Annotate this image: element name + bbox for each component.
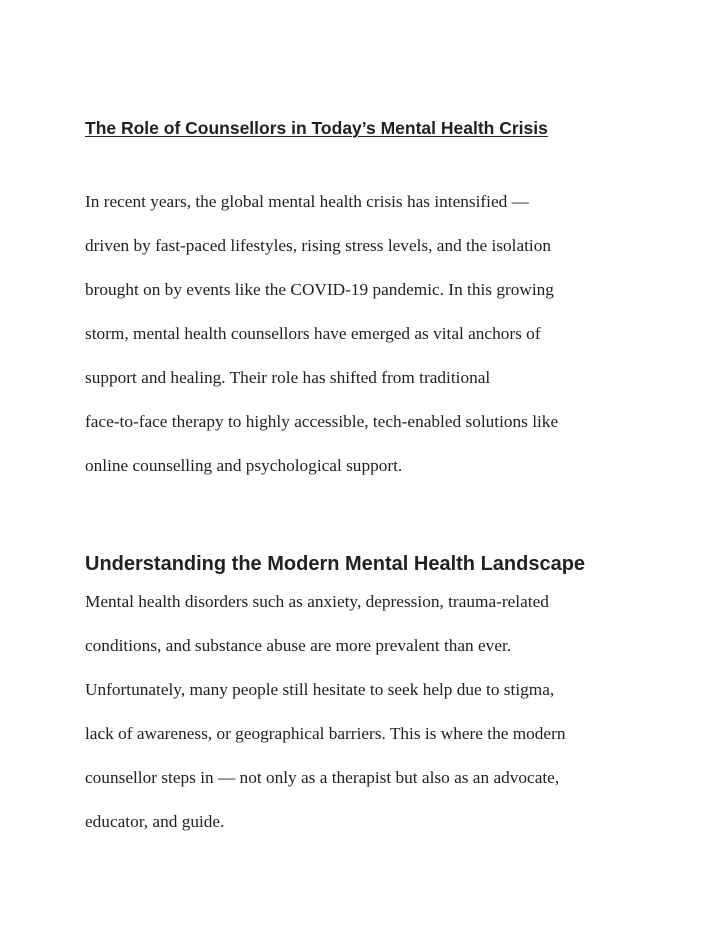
landscape-paragraph — [85, 590, 645, 854]
section-heading: Understanding the Modern Mental Health Landscape — [85, 553, 586, 575]
document-title: The Role of Counsellors in Today’s Mental Health Crisis — [85, 118, 548, 138]
intro-line: face-to-face therapy to highly accessible, tech-enabled solutions like — [85, 412, 559, 431]
intro-line: brought on by events like the COVID-19 pandemic. In this growing — [85, 280, 554, 299]
landscape-line: lack of awareness, or geographical barriers. This is where the modern — [85, 724, 566, 743]
intro-line: storm, mental health counsellors have emerged as vital anchors of — [85, 324, 541, 343]
landscape-line: Unfortunately, many people still hesitate to seek help due to stigma, — [85, 680, 555, 699]
landscape-line: counsellor steps in — not only as a therapist but also as an advocate, — [85, 768, 560, 787]
landscape-line: conditions, and substance abuse are more prevalent than ever. — [85, 636, 512, 655]
landscape-line: educator, and guide. — [85, 812, 225, 831]
intro-line: driven by fast-paced lifestyles, rising stress levels, and the isolation — [85, 236, 552, 255]
intro-line: online counselling and psychological support. — [85, 456, 403, 475]
landscape-line: Mental health disorders such as anxiety, depression, trauma-related — [85, 592, 549, 611]
intro-paragraph — [85, 190, 645, 498]
intro-line: In recent years, the global mental health crisis has intensified — — [85, 192, 529, 211]
intro-line: support and healing. Their role has shifted from traditional — [85, 368, 491, 387]
